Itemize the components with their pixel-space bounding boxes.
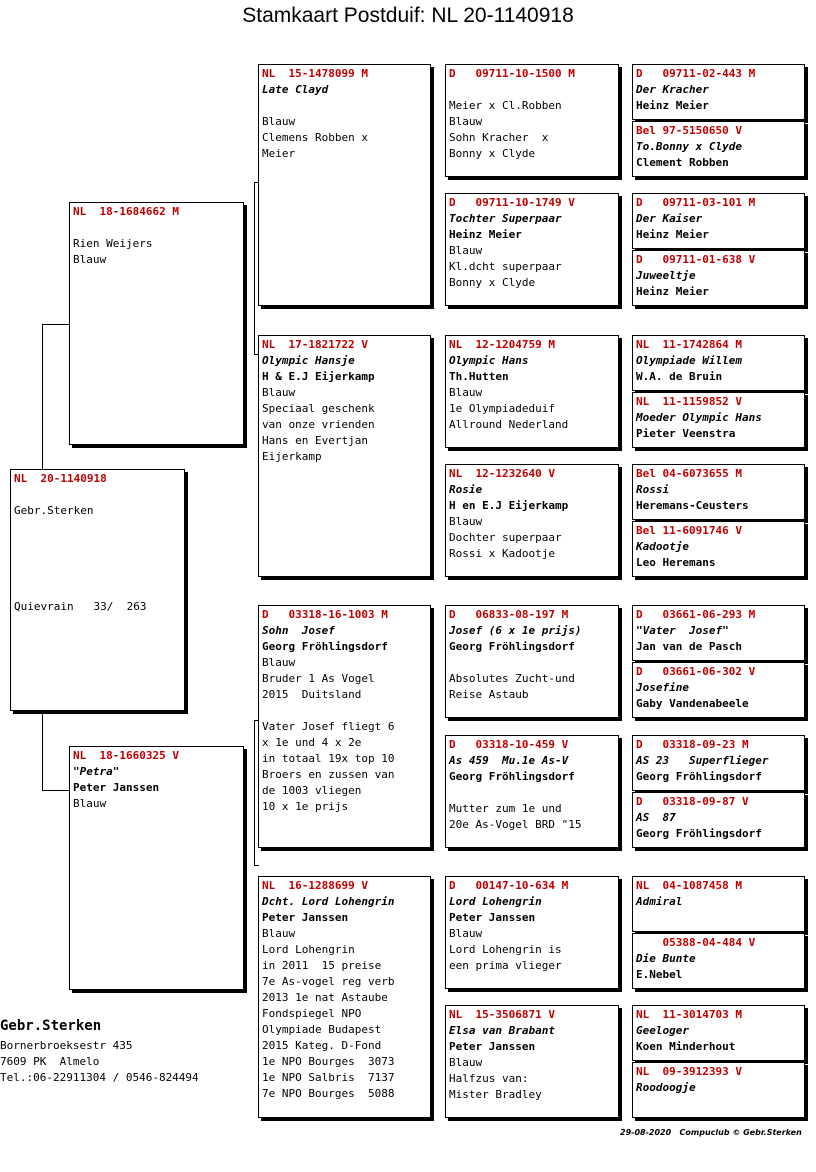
owner-name: Georg Fröhlingsdorf	[262, 640, 388, 653]
owner-name: W.A. de Bruin	[636, 370, 723, 383]
card-great-grandparent	[445, 735, 619, 848]
owner-name: Koen Minderhout	[636, 1040, 736, 1053]
owner-name: Jan van de Pasch	[636, 640, 742, 653]
info-line: 7e As-vogel reg verb	[262, 975, 395, 988]
ring-number: NL 17-1821722 V	[262, 338, 368, 351]
pigeon-name: Late Clayd	[262, 83, 329, 96]
owner-name: Peter Janssen	[262, 911, 349, 924]
card-great-great-grandparent	[632, 121, 805, 177]
info-line: 1e Olympiadeduif	[449, 402, 555, 415]
owner-name: Georg Fröhlingsdorf	[449, 640, 575, 653]
info-line: in totaal 19x top 10	[262, 752, 395, 765]
info-line: Blauw	[449, 515, 483, 528]
info-line: Mutter zum 1e und	[449, 802, 562, 815]
connector	[254, 720, 255, 865]
ring-number: 05388-04-484 V	[636, 936, 756, 949]
card-great-grandparent	[445, 464, 619, 577]
ring-number: D 03661-06-302 V	[636, 665, 756, 678]
owner-name: Pieter Veenstra	[636, 427, 736, 440]
info-line: Reise Astaub	[449, 688, 529, 701]
card-dam	[69, 746, 244, 990]
info-line	[14, 487, 181, 503]
info-line	[262, 703, 427, 719]
ring-number: NL 15-3506871 V	[449, 1008, 555, 1021]
ring-number: NL 09-3912393 V	[636, 1065, 742, 1078]
ring-number: D 03318-09-23 M	[636, 738, 749, 751]
connector	[254, 182, 255, 354]
pigeon-name: Der Kracher	[636, 83, 709, 96]
owner-name: Heinz Meier	[636, 228, 709, 241]
card-great-great-grandparent	[632, 521, 805, 577]
ring-number: NL 18-1684662 M	[73, 205, 179, 218]
ring-number: NL 11-1742864 M	[636, 338, 742, 351]
pigeon-name: "Vater Josef"	[636, 624, 729, 637]
owner-name: Georg Fröhlingsdorf	[636, 827, 762, 840]
pigeon-name: Der Kaiser	[636, 212, 703, 225]
info-line: 2013 1e nat Astaube	[262, 991, 388, 1004]
info-line: Olympiade Budapest	[262, 1023, 382, 1036]
owner-name: E.Nebel	[636, 968, 683, 981]
info-line: 2015 Duitsland	[262, 688, 362, 701]
card-great-great-grandparent	[632, 464, 805, 520]
card-great-great-grandparent	[632, 792, 805, 848]
info-line: Blauw	[449, 1056, 483, 1069]
info-line: x 1e und 4 x 2e	[262, 736, 362, 749]
info-line: Blauw	[262, 656, 296, 669]
info-line: Sohn Kracher x	[449, 131, 549, 144]
card-great-great-grandparent	[632, 735, 805, 791]
ring-number: Bel 04-6073655 M	[636, 467, 742, 480]
pigeon-name: Sohn Josef	[262, 624, 335, 637]
info-line	[449, 785, 615, 801]
card-grandparent	[258, 64, 431, 306]
owner-name: Peter Janssen	[449, 1040, 536, 1053]
breeder-block	[0, 1018, 199, 1086]
ring-number: NL 15-1478099 M	[262, 67, 368, 80]
info-line: Blauw	[73, 797, 107, 810]
pigeon-name: As 459 Mu.1e As-V	[449, 754, 569, 767]
ring-number: NL 20-1140918	[14, 472, 107, 485]
info-line: Quievrain 33/ 263	[14, 600, 147, 613]
info-line	[14, 535, 181, 551]
owner-name: Heinz Meier	[636, 285, 709, 298]
card-great-great-grandparent	[632, 662, 805, 718]
info-line: 2015 Kateg. D-Fond	[262, 1039, 382, 1052]
page-title: Stamkaart Postduif: NL 20-1140918	[242, 4, 574, 27]
breeder-name: Gebr.Sterken	[0, 1018, 102, 1034]
pigeon-name: Olympic Hansje	[262, 354, 355, 367]
owner-name: Gaby Vandenabeele	[636, 697, 749, 710]
ring-number: NL 11-3014703 M	[636, 1008, 742, 1021]
ring-number: D 09711-01-638 V	[636, 253, 756, 266]
info-line	[14, 519, 181, 535]
pigeon-name: Olympic Hans	[449, 354, 529, 367]
ring-number: D 03318-10-459 V	[449, 738, 569, 751]
info-line	[449, 655, 615, 671]
ring-number: NL 18-1660325 V	[73, 749, 179, 762]
card-sire	[69, 202, 244, 445]
card-great-great-grandparent	[632, 250, 805, 306]
card-great-great-grandparent	[632, 876, 805, 932]
info-line: Blauw	[449, 386, 483, 399]
connector	[254, 865, 259, 866]
info-line: Hans en Evertjan	[262, 434, 368, 447]
info-line: Lord Lohengrin is	[449, 943, 562, 956]
pigeon-name: Roodoogje	[636, 1081, 696, 1094]
owner-name: Heinz Meier	[636, 99, 709, 112]
info-line: Blauw	[262, 386, 296, 399]
pigeon-name: Josef (6 x 1e prijs)	[449, 624, 582, 637]
info-line: Allround Nederland	[449, 418, 569, 431]
pigeon-name: Rossi	[636, 483, 670, 496]
info-line: Halfzus van:	[449, 1072, 529, 1085]
owner-name: H & E.J Eijerkamp	[262, 370, 375, 383]
owner-name: Georg Fröhlingsdorf	[449, 770, 575, 783]
card-grandparent	[258, 876, 431, 1118]
pigeon-name: Geeloger	[636, 1024, 689, 1037]
card-great-grandparent	[445, 64, 619, 177]
pigeon-name: Tochter Superpaar	[449, 212, 562, 225]
card-great-great-grandparent	[632, 1062, 805, 1118]
info-line: Bruder 1 As Vogel	[262, 672, 375, 685]
pigeon-name: Dcht. Lord Lohengrin	[262, 895, 395, 908]
owner-name: Heinz Meier	[449, 228, 522, 241]
connector	[42, 790, 70, 791]
owner-name: Georg Fröhlingsdorf	[636, 770, 762, 783]
card-great-great-grandparent	[632, 392, 805, 448]
connector	[42, 712, 43, 790]
info-line	[73, 220, 240, 236]
ring-number: D 09711-10-1500 M	[449, 67, 575, 80]
pigeon-name: Josefine	[636, 681, 689, 694]
pigeon-name: To.Bonny x Clyde	[636, 140, 742, 153]
info-line	[14, 567, 181, 583]
breeder-phone: Tel.:06-22911304 / 0546-824494	[0, 1071, 199, 1084]
info-line	[262, 98, 427, 114]
pigeon-name: "Petra"	[73, 765, 120, 778]
card-great-grandparent	[445, 193, 619, 306]
card-great-great-grandparent	[632, 605, 805, 661]
pigeon-name: AS 87	[636, 811, 676, 824]
card-great-grandparent	[445, 335, 619, 448]
info-line: Blauw	[449, 927, 483, 940]
card-great-grandparent	[445, 876, 619, 989]
pigeon-name: Rosie	[449, 483, 483, 496]
info-line: Vater Josef fliegt 6	[262, 720, 395, 733]
breeder-city: 7609 PK Almelo	[0, 1055, 100, 1068]
footer-credit: 29-08-2020 Compuclub © Gebr.Sterken	[620, 1128, 802, 1137]
ring-number: Bel 11-6091746 V	[636, 524, 742, 537]
card-great-great-grandparent	[632, 64, 805, 120]
info-line	[449, 82, 615, 98]
pigeon-name: AS 23 Superflieger	[636, 754, 769, 767]
card-great-great-grandparent	[632, 193, 805, 249]
ring-number: NL 16-1288699 V	[262, 879, 368, 892]
info-line: Bonny x Clyde	[449, 276, 536, 289]
connector	[42, 324, 70, 325]
owner-name: Peter Janssen	[73, 781, 160, 794]
info-line: Rossi x Kadootje	[449, 547, 555, 560]
owner-name: Clement Robben	[636, 156, 729, 169]
info-line: de 1003 vliegen	[262, 784, 362, 797]
info-line: Dochter superpaar	[449, 531, 562, 544]
info-line	[14, 551, 181, 567]
info-line: Blauw	[449, 115, 483, 128]
info-line: Absolutes Zucht-und	[449, 672, 575, 685]
info-line: 7e NPO Bourges 5088	[262, 1087, 395, 1100]
info-line: Mister Bradley	[449, 1088, 542, 1101]
ring-number: D 03661-06-293 M	[636, 608, 756, 621]
info-line: Broers en zussen van	[262, 768, 395, 781]
ring-number: D 00147-10-634 M	[449, 879, 569, 892]
card-great-grandparent	[445, 1005, 619, 1118]
info-line: 1e NPO Salbris 7137	[262, 1071, 395, 1084]
info-line: Clemens Robben x	[262, 131, 368, 144]
info-line: een prima vlieger	[449, 959, 562, 972]
ring-number: Bel 97-5150650 V	[636, 124, 742, 137]
info-line: Rien Weijers	[73, 237, 153, 250]
info-line: Blauw	[73, 253, 107, 266]
owner-name: Leo Heremans	[636, 556, 716, 569]
ring-number: NL 04-1087458 M	[636, 879, 742, 892]
pigeon-name: Die Bunte	[636, 952, 696, 965]
ring-number: D 06833-08-197 M	[449, 608, 569, 621]
card-grandparent	[258, 605, 431, 848]
info-line: Meier x Cl.Robben	[449, 99, 562, 112]
ring-number: NL 12-1204759 M	[449, 338, 555, 351]
owner-name: H en E.J Eijerkamp	[449, 499, 569, 512]
info-line: 20e As-Vogel BRD "15	[449, 818, 582, 831]
pigeon-name: Lord Lohengrin	[449, 895, 542, 908]
ring-number: D 03318-16-1003 M	[262, 608, 388, 621]
info-line: 10 x 1e prijs	[262, 800, 349, 813]
owner-name: Peter Janssen	[449, 911, 536, 924]
pigeon-name: Kadootje	[636, 540, 689, 553]
info-line: Blauw	[262, 927, 296, 940]
info-line: Fondspiegel NPO	[262, 1007, 362, 1020]
ring-number: NL 11-1159852 V	[636, 395, 742, 408]
card-great-grandparent	[445, 605, 619, 718]
info-line: Eijerkamp	[262, 450, 322, 463]
info-line: Meier	[262, 147, 296, 160]
info-line: in 2011 15 preise	[262, 959, 382, 972]
connector	[42, 324, 43, 470]
owner-name: Th.Hutten	[449, 370, 509, 383]
ring-number: D 03318-09-87 V	[636, 795, 749, 808]
breeder-address: Bornerbroeksestr 435	[0, 1039, 133, 1052]
info-line: 1e NPO Bourges 3073	[262, 1055, 395, 1068]
info-line: Speciaal geschenk	[262, 402, 375, 415]
info-line	[14, 583, 181, 599]
info-line: Blauw	[262, 115, 296, 128]
info-line: Lord Lohengrin	[262, 943, 355, 956]
info-line: Gebr.Sterken	[14, 504, 94, 517]
info-line: Kl.dcht superpaar	[449, 260, 562, 273]
pigeon-name: Elsa van Brabant	[449, 1024, 555, 1037]
info-line: van onze vrienden	[262, 418, 375, 431]
pigeon-name: Olympiade Willem	[636, 354, 742, 367]
card-great-great-grandparent	[632, 1005, 805, 1061]
info-line: Blauw	[449, 244, 483, 257]
ring-number: D 09711-02-443 M	[636, 67, 756, 80]
ring-number: NL 12-1232640 V	[449, 467, 555, 480]
pigeon-name: Moeder Olympic Hans	[636, 411, 762, 424]
card-great-great-grandparent	[632, 335, 805, 391]
info-line: Bonny x Clyde	[449, 147, 536, 160]
ring-number: D 09711-03-101 M	[636, 196, 756, 209]
card-subject	[10, 469, 185, 711]
pigeon-name: Admiral	[636, 895, 683, 908]
card-grandparent	[258, 335, 431, 577]
owner-name: Heremans-Ceusters	[636, 499, 749, 512]
ring-number: D 09711-10-1749 V	[449, 196, 575, 209]
card-great-great-grandparent	[632, 933, 805, 989]
pigeon-name: Juweeltje	[636, 269, 696, 282]
